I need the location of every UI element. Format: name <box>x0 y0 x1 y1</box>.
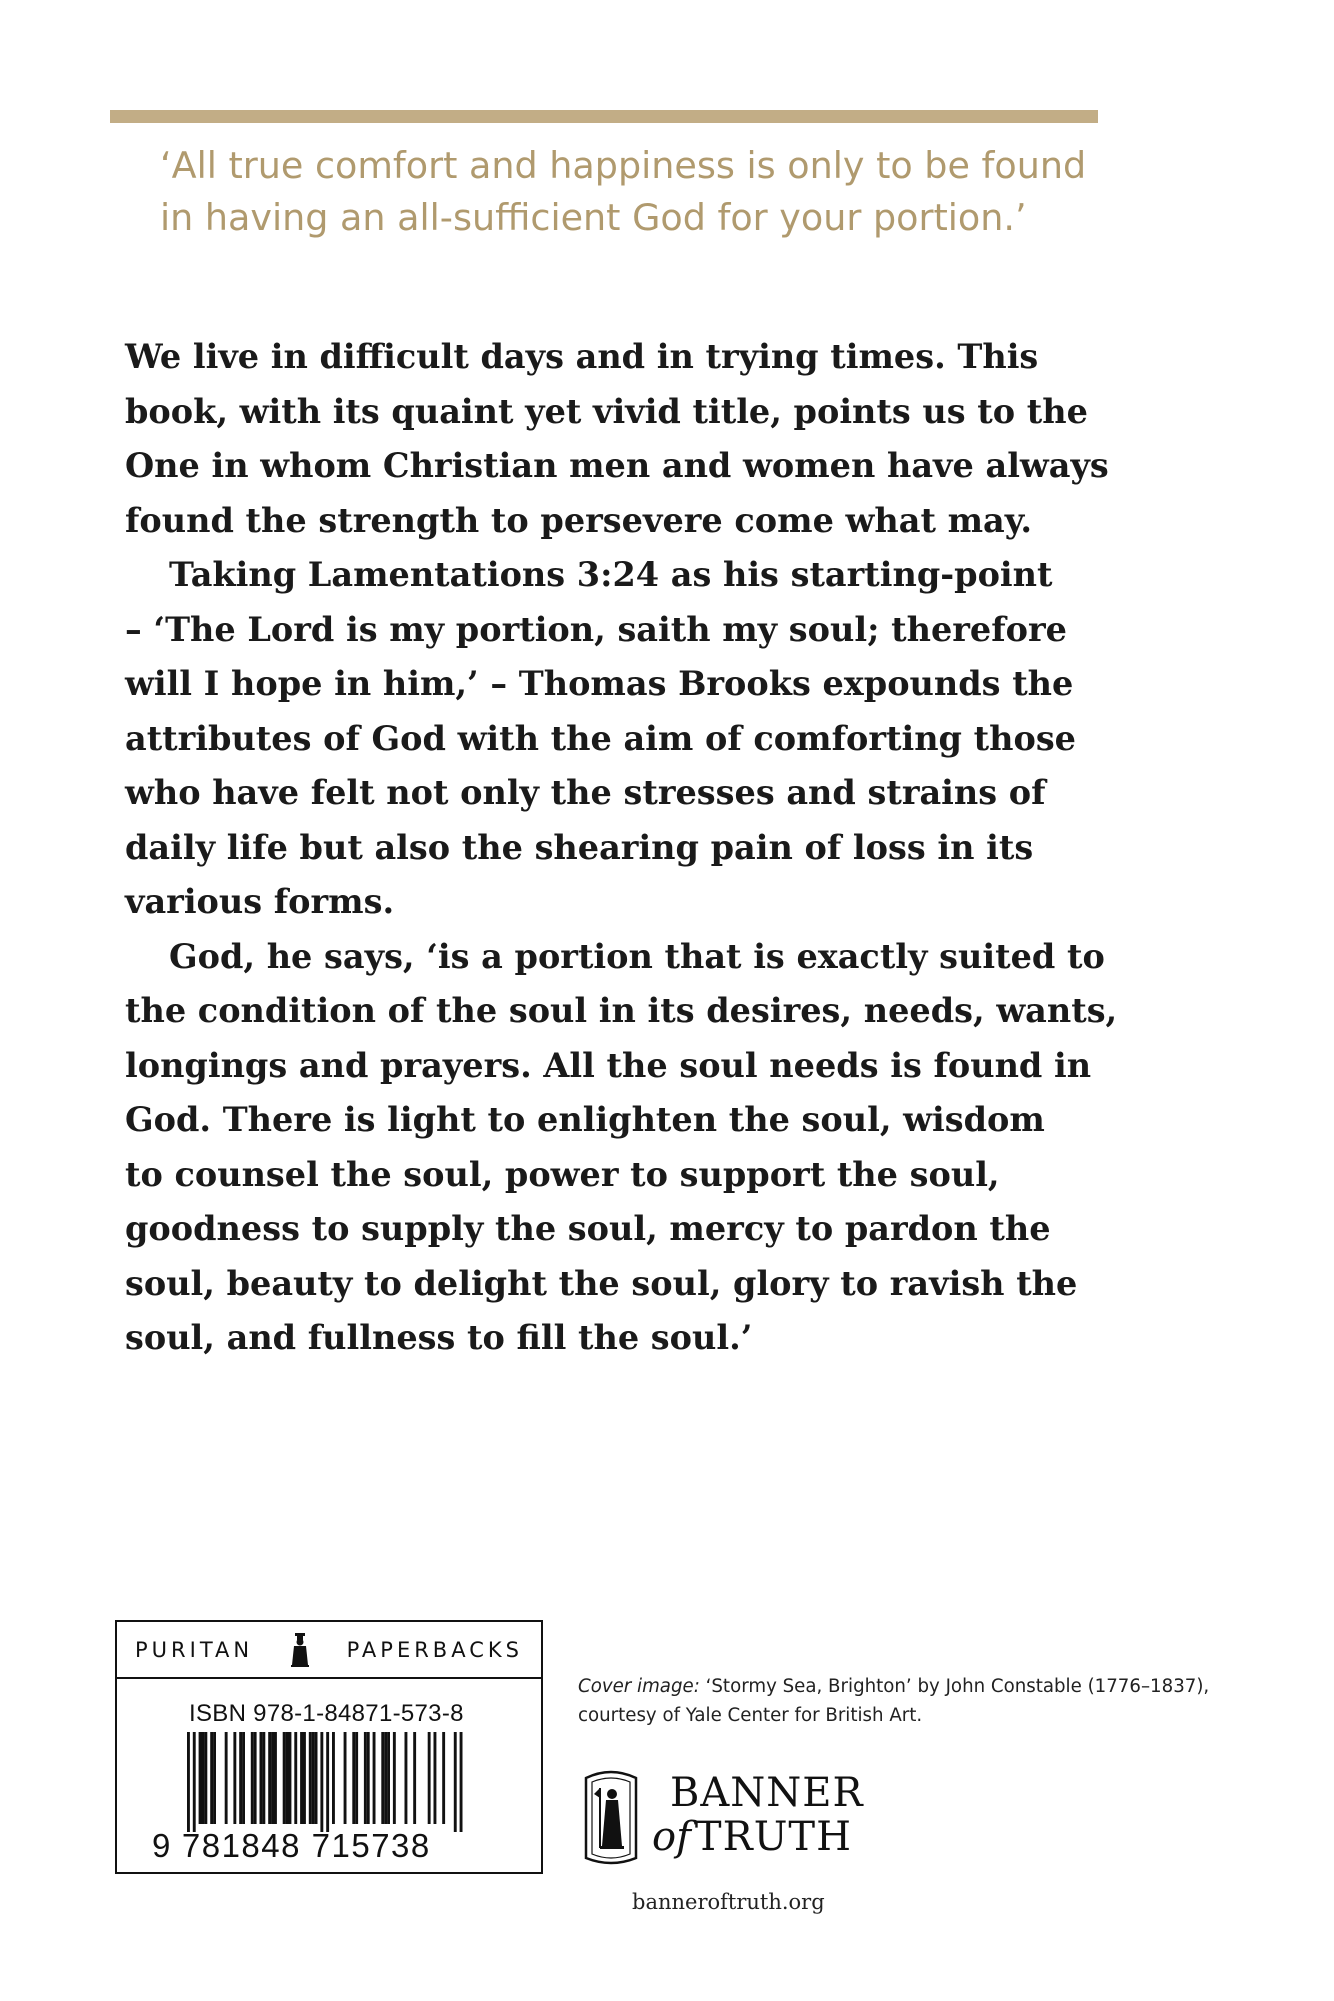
barcode-bar <box>312 1732 315 1824</box>
blurb-line: – ‘The Lord is my portion, saith my soul; therefore <box>125 609 1067 649</box>
barcode-bar <box>225 1732 228 1824</box>
isbn-label: ISBN 978-1-84871-573-8 <box>189 1700 464 1727</box>
puritan-figure-icon <box>289 1632 311 1668</box>
barcode-bar <box>413 1732 416 1824</box>
credit-line2: courtesy of Yale Center for British Art. <box>578 1705 923 1726</box>
blurb-line: to counsel the soul, power to support the soul, <box>125 1154 1000 1194</box>
barcode-bar <box>210 1732 213 1824</box>
barcode-bar <box>260 1732 263 1824</box>
barcode-bar <box>268 1732 271 1824</box>
blurb-text <box>125 330 1125 1366</box>
barcode-bar <box>428 1732 431 1824</box>
barcode-bar <box>309 1732 312 1824</box>
credit-line1: ‘Stormy Sea, Brighton’ by John Constable (1776–1837), <box>699 1676 1210 1697</box>
series-label-right: PAPERBACKS <box>346 1637 523 1662</box>
series-label-left: PURITAN <box>135 1637 254 1662</box>
barcode-bar <box>213 1732 216 1824</box>
blurb-line: We live in difficult days and in trying times. This <box>125 337 1039 376</box>
barcode-bar <box>355 1732 358 1824</box>
pull-quote-line: ‘All true comfort and happiness is only to be found <box>160 144 1087 187</box>
barcode-bar <box>405 1732 408 1824</box>
barcode-bar <box>454 1732 457 1832</box>
blurb-line: the condition of the soul in its desires, needs, wants, <box>125 991 1118 1030</box>
blurb-line: Taking Lamentations 3:24 as his starting-point <box>169 555 1053 594</box>
blurb-line: God, he says, ‘is a portion that is exactly suited to <box>169 936 1105 976</box>
blurb-line: One in whom Christian men and women have always <box>125 446 1109 485</box>
barcode-bar <box>460 1732 463 1832</box>
barcode-number: 781848 715738 <box>181 1827 431 1864</box>
barcode-digits <box>152 1827 431 1865</box>
isbn-barcode-box <box>115 1620 543 1874</box>
blurb-line: found the strength to persevere come what may. <box>125 500 1033 540</box>
publisher-truth: TRUTH <box>694 1814 852 1860</box>
barcode-bar <box>294 1732 297 1824</box>
barcode-bar <box>300 1732 303 1824</box>
barcode-bar <box>367 1732 370 1824</box>
barcode-bar <box>254 1732 257 1824</box>
barcode-bar <box>381 1732 384 1824</box>
publisher-logo <box>580 1768 900 1878</box>
blurb-line: soul, and fullness to fill the soul.’ <box>125 1318 753 1357</box>
barcode-bar <box>320 1732 323 1832</box>
banner-of-truth-logo-icon <box>580 1768 642 1873</box>
barcode-bar <box>286 1732 289 1824</box>
blurb-line: goodness to supply the soul, mercy to pardon the <box>125 1209 1051 1248</box>
barcode-bar <box>193 1732 196 1832</box>
barcode-lead-digit: 9 <box>152 1827 172 1864</box>
pull-quote-line: in having an all-sufficient God for your portion.’ <box>160 196 1027 239</box>
barcode-bar <box>434 1732 437 1824</box>
accent-rule <box>110 110 1098 123</box>
publisher-name-line2 <box>652 1814 852 1860</box>
blurb-line: book, with its quaint yet vivid title, points us to the <box>125 391 1088 431</box>
blurb-line: God. There is light to enlighten the soul, wisdom <box>125 1100 1045 1139</box>
blurb-line: daily life but also the shearing pain of loss in its <box>125 827 1034 867</box>
barcode-bar <box>344 1732 347 1824</box>
barcode-bar <box>242 1732 245 1824</box>
barcode-bar <box>326 1732 329 1832</box>
barcode-bar <box>202 1732 205 1824</box>
barcode-bar <box>393 1732 396 1824</box>
barcode-bar <box>274 1732 277 1824</box>
blurb-line: soul, beauty to delight the soul, glory to ravish the <box>125 1263 1078 1303</box>
barcode-bar <box>384 1732 387 1824</box>
credit-prefix: Cover image: <box>578 1676 700 1697</box>
barcode-bar <box>204 1732 207 1824</box>
blurb-line: who have felt not only the stresses and strains of <box>125 773 1046 812</box>
blurb-line: various forms. <box>125 882 395 921</box>
barcode-bar <box>262 1732 265 1824</box>
barcode-bar <box>289 1732 292 1824</box>
barcode-bar <box>303 1732 306 1824</box>
series-banner <box>117 1622 541 1679</box>
barcode-bar <box>332 1732 335 1824</box>
publisher-website: banneroftruth.org <box>632 1890 825 1914</box>
barcode-bar <box>373 1732 376 1824</box>
barcode-bar <box>239 1732 242 1824</box>
cover-credit <box>578 1672 1318 1730</box>
blurb-line: attributes of God with the aim of comforting those <box>125 718 1076 758</box>
publisher-name-line1: BANNER <box>670 1770 864 1816</box>
barcode-bar <box>352 1732 355 1824</box>
pull-quote <box>160 140 1120 244</box>
barcode-bar <box>251 1732 254 1824</box>
barcode-bar <box>387 1732 390 1824</box>
publisher-of: of <box>652 1814 691 1860</box>
barcode-bar <box>271 1732 274 1824</box>
barcode-bar <box>187 1732 190 1832</box>
barcode-bar <box>283 1732 286 1824</box>
barcode-bar <box>364 1732 367 1824</box>
blurb-line: longings and prayers. All the soul needs is found in <box>125 1045 1092 1085</box>
barcode <box>187 1732 477 1832</box>
barcode-bar <box>199 1732 202 1824</box>
barcode-bar <box>442 1732 445 1824</box>
barcode-bar <box>315 1732 318 1824</box>
blurb-line: will I hope in him,’ – Thomas Brooks expounds the <box>125 664 1074 703</box>
barcode-bar <box>233 1732 236 1824</box>
